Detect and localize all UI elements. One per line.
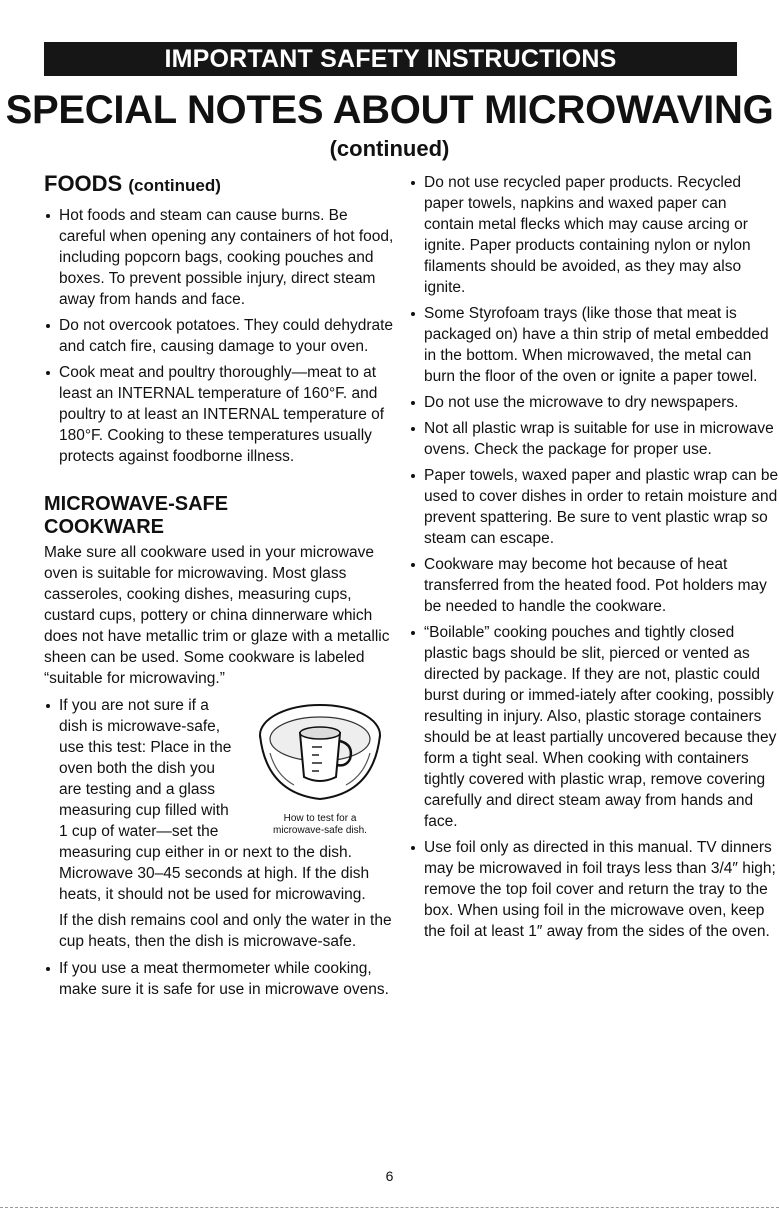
bottom-rule <box>0 1207 779 1208</box>
foods-bullet-potatoes: Do not overcook potatoes. They could dehydrate and catch fire, causing damage to your oven. <box>44 315 394 357</box>
foil-bullet: Use foil only as directed in this manual. TV dinners may be microwaved in foil trays less than 3/4″ high; remove the top foil cover and return the tray to the box. When using foil in the microwave oven, keep the foil at least 1″ away from the sides of the oven. <box>409 837 779 942</box>
cookware-heading-line1: MICROWAVE-SAFE <box>44 493 229 515</box>
page-subtitle: (continued) <box>329 136 450 161</box>
foods-heading-suffix: (continued) <box>128 176 221 195</box>
cookware-intro: Make sure all cookware used in your microwave oven is suitable for microwaving. Most glass casseroles, cooking dishes, measuring cups, custard cups, pottery or china dinnerware which does not have metallic trim or glaze with a metallic sheen can be used. Some cookware is labeled “suitable for microwaving.” <box>44 544 390 687</box>
page-title: SPECIAL NOTES ABOUT MICROWAVING <box>5 88 774 132</box>
test-followup: If the dish remains cool and only the water in the cup heats, then the dish is microwave-safe. <box>59 912 392 950</box>
test-bullet <box>44 695 394 905</box>
recycled-paper-bullet: Do not use recycled paper products. Recycled paper towels, napkins and waxed paper can contain metal flecks which may cause arcing or ignite. Paper products containing nylon or nylon filaments should be avoided, as they may also ignite. <box>409 172 779 298</box>
figure-caption-line2: microwave-safe dish. <box>273 825 367 836</box>
safety-banner: IMPORTANT SAFETY INSTRUCTIONS <box>44 42 737 76</box>
hot-cookware-bullet: Cookware may become hot because of heat transferred from the heated food. Pot holders may be needed to handle the cookware. <box>409 554 779 617</box>
figure-caption <box>240 813 400 837</box>
covering-bullet: Paper towels, waxed paper and plastic wrap can be used to cover dishes in order to retain moisture and prevent spattering. Be sure to vent plastic wrap so steam can escape. <box>409 465 779 549</box>
boilable-pouches-bullet: “Boilable” cooking pouches and tightly closed plastic bags should be slit, pierced or vented as directed by package. If they are not, plastic could burst during or immed-iately after cooking, possibly resulting in injury. Also, plastic storage containers should be at least partially uncovered because they form a tight seal. When cooking with containers tightly covered with plastic wrap, remove covering carefully and direct steam away from hands and face. <box>409 622 779 832</box>
figure-caption-line1: How to test for a <box>283 813 357 824</box>
cookware-heading-line2: COOKWARE <box>44 516 164 538</box>
foods-bullet-burns: Hot foods and steam can cause burns. Be careful when opening any containers of hot food, including popcorn bags, cooking pouches and boxes. To prevent possible injury, direct steam away from hands and face. <box>44 205 394 310</box>
left-column <box>44 170 394 1005</box>
foods-heading <box>44 170 394 200</box>
page-number: 6 <box>385 1168 394 1184</box>
plastic-wrap-bullet: Not all plastic wrap is suitable for use in microwave ovens. Check the package for proper use. <box>409 418 779 460</box>
styrofoam-bullet: Some Styrofoam trays (like those that meat is packaged on) have a thin strip of metal embedded in the bottom. When microwaved, the metal can burn the floor of the oven or ignite a paper towel. <box>409 303 779 387</box>
thermometer-bullet: If you use a meat thermometer while cooking, make sure it is safe for use in microwave ovens. <box>44 958 394 1000</box>
foods-bullet-meat: Cook meat and poultry thoroughly—meat to at least an INTERNAL temperature of 160°F. and poultry to at least an INTERNAL temperature of 180°F. Cooking to these temperatures usually protects against foodborne illness. <box>44 362 394 467</box>
cookware-heading <box>44 493 394 539</box>
foods-heading-text: FOODS <box>44 171 123 196</box>
newspaper-bullet: Do not use the microwave to dry newspapers. <box>409 392 779 413</box>
test-bullet-text: If you are not sure if a dish is microwave-safe, use this test: Place in the oven both the dish you are testing and a glass measuring cup filled with 1 cup of water—set the measuring cup either in or next to the dish. Microwave 30–45 seconds at high. If the dish heats, it should not be used for microwaving. <box>59 697 370 903</box>
right-column <box>409 172 779 947</box>
dish-and-cup-illustration <box>246 695 394 813</box>
test-figure <box>240 695 400 837</box>
